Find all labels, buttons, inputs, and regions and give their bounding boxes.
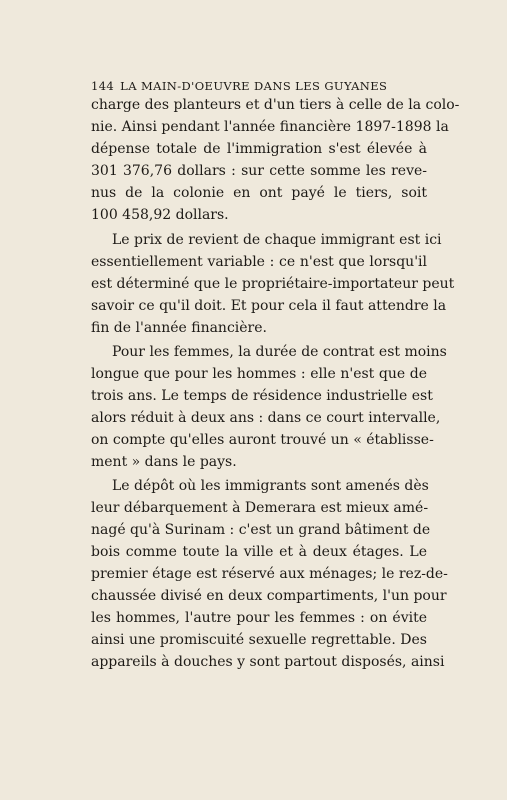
text-line: appareils à douches y sont partout disposés, ainsi [91,654,445,670]
text-line: essentiellement variable : ce n'est que lorsqu'il [91,254,427,270]
text-line: leur débarquement à Demerara est mieux amé- [91,500,429,516]
paragraph-first-line: Le dépôt où les immigrants sont amenés dès [112,478,429,494]
text-line: 301 376,76 dollars : sur cette somme les reve- [91,163,427,179]
text-line: trois ans. Le temps de résidence industrielle est [91,388,433,404]
paragraph-first-line: Le prix de revient de chaque immigrant est ici [112,232,442,248]
text-line: savoir ce qu'il doit. Et pour cela il faut attendre la [91,298,447,314]
text-line: charge des planteurs et d'un tiers à celle de la colo- [91,97,460,113]
text-line: est déterminé que le propriétaire-importateur peut [91,276,455,292]
text-line: nie. Ainsi pendant l'année financière 1897-1898 la [91,119,449,135]
text-line: ainsi une promiscuité sexuelle regrettable. Des [91,632,427,648]
text-line: nus de la colonie en ont payé le tiers, soit [91,185,427,201]
paragraph-first-line: Pour les femmes, la durée de contrat est moins [112,344,447,360]
running-header [91,79,427,93]
text-line: alors réduit à deux ans : dans ce court intervalle, [91,410,441,426]
text-line: ment » dans le pays. [91,454,237,470]
text-line: premier étage est réservé aux ménages; le rez-de- [91,566,448,582]
text-line: 100 458,92 dollars. [91,207,229,223]
text-line: longue que pour les hommes : elle n'est que de [91,366,427,382]
text-line: les hommes, l'autre pour les femmes : on évite [91,610,427,626]
running-title: LA MAIN-D'OEUVRE DANS LES GUYANES [120,79,388,93]
text-line: nagé qu'à Surinam : c'est un grand bâtiment de [91,522,431,538]
text-line: bois comme toute la ville et à deux étages. Le [91,544,427,560]
page-number: 144 [91,79,115,93]
text-line: fin de l'année financière. [91,320,267,336]
text-line: on compte qu'elles auront trouvé un « établisse- [91,432,434,448]
text-line: dépense totale de l'immigration s'est élevée à [91,141,427,157]
text-line: chaussée divisé en deux compartiments, l'un pour [91,588,447,604]
